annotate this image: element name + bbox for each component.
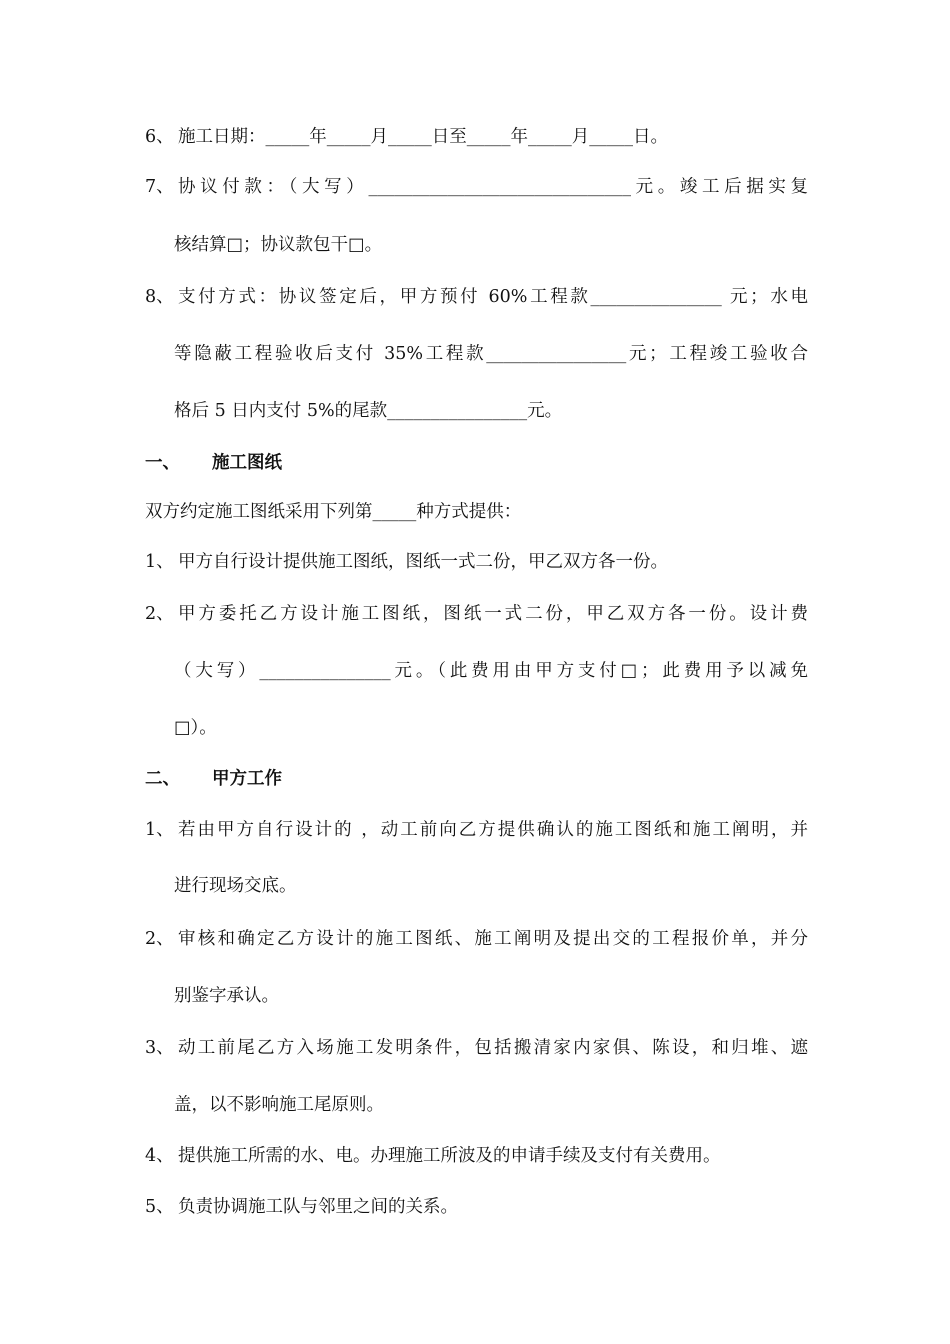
item-number: 8、 xyxy=(145,287,174,307)
item-number: 1、 xyxy=(145,552,174,572)
item-number: 6、 xyxy=(145,127,174,147)
item-text: 支付方式：协议签定后，甲方预付 60%工程款_______________ 元；水电 xyxy=(178,287,808,307)
section-title: 施工图纸 xyxy=(212,453,282,473)
item-number: 3、 xyxy=(145,1038,174,1058)
section-title: 甲方工作 xyxy=(212,769,282,789)
section-number: 一、 xyxy=(145,453,180,473)
item-text: 协议付款：（大写）______________________________元。竣工后据实复 xyxy=(178,177,808,197)
item-text: 进行现场交底。 xyxy=(174,876,297,896)
item-text: 核结算□；协议款包干□。 xyxy=(174,235,383,255)
item-text: 甲方自行设计提供施工图纸，图纸一式二份，甲乙双方各一份。 xyxy=(178,552,668,572)
item-text: 审核和确定乙方设计的施工图纸、施工阐明及提出交的工程报价单，并分 xyxy=(178,929,808,949)
section-number: 二、 xyxy=(145,769,180,789)
item-number: 7、 xyxy=(145,177,174,197)
item-number: 2、 xyxy=(145,604,174,624)
item-number: 2、 xyxy=(145,929,174,949)
item-text: 提供施工所需的水、电。办理施工所波及的申请手续及支付有关费用。 xyxy=(178,1146,721,1166)
item-text: □）。 xyxy=(174,718,217,738)
item-text: 动工前尾乙方入场施工发明条件，包括搬清家内家俱、陈设，和归堆、遮 xyxy=(178,1038,808,1058)
item-text: 施工日期：_____年_____月_____日至_____年_____月_____日。 xyxy=(178,127,668,147)
item-number: 4、 xyxy=(145,1146,174,1166)
item-text: 负责协调施工队与邻里之间的关系。 xyxy=(178,1197,458,1217)
item-text: （大写）_______________元。（此费用由甲方支付□；此费用予以减免 xyxy=(174,661,808,681)
item-number: 5、 xyxy=(145,1197,174,1217)
item-text: 盖，以不影响施工尾原则。 xyxy=(174,1095,384,1115)
item-text: 若由甲方自行设计的 ，动工前向乙方提供确认的施工图纸和施工阐明，并 xyxy=(178,820,808,840)
item-text: 别鉴字承认。 xyxy=(174,986,279,1006)
paragraph-text: 双方约定施工图纸采用下列第_____种方式提供： xyxy=(145,502,522,522)
item-text: 等隐蔽工程验收后支付 35%工程款________________元；工程竣工验收合 xyxy=(174,344,808,364)
item-text: 格后 5 日内支付 5%的尾款________________元。 xyxy=(174,401,563,421)
item-number: 1、 xyxy=(145,820,174,840)
item-text: 甲方委托乙方设计施工图纸，图纸一式二份，甲乙双方各一份。设计费 xyxy=(178,604,808,624)
